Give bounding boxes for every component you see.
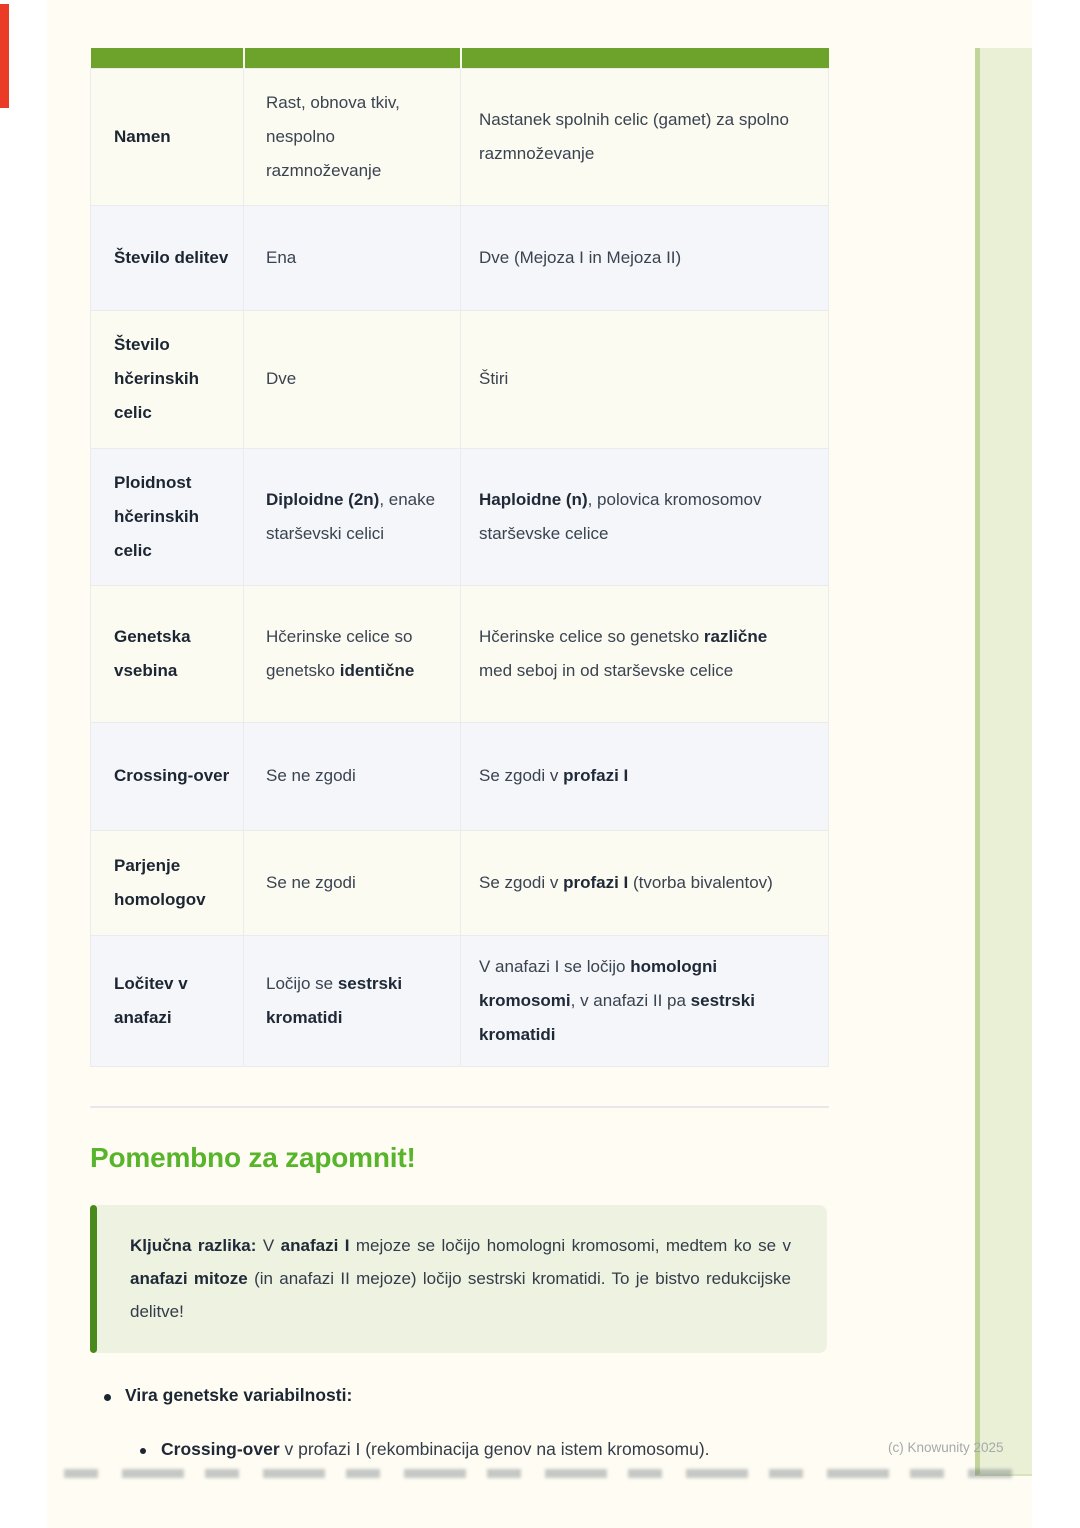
row-label: Število hčerinskih celic (91, 310, 244, 448)
table-header-cell (91, 48, 244, 68)
table-row (91, 310, 829, 448)
row-label: Parjenje homologov (91, 830, 244, 935)
comparison-table (90, 48, 829, 1067)
table-cell-mitoza: Ločijo se sestrski kromatidi (244, 935, 461, 1066)
row-label: Namen (91, 68, 244, 205)
bullet-icon (140, 1448, 146, 1454)
table-cell-mitoza: Diploidne (2n), enake starševski celici (244, 448, 461, 585)
table-row (91, 448, 829, 585)
section-divider (90, 1106, 829, 1108)
comparison-table-wrap (90, 48, 829, 1067)
page-edge-strip (975, 48, 1032, 1476)
key-difference-callout (90, 1205, 827, 1353)
bullet-icon (104, 1394, 111, 1401)
row-label: Število delitev (91, 205, 244, 310)
row-label: Ploidnost hčerinskih celic (91, 448, 244, 585)
table-cell-mitoza: Ena (244, 205, 461, 310)
table-row (91, 722, 829, 830)
table-cell-mitoza: Hčerinske celice so genetsko identične (244, 585, 461, 722)
table-cell-mejoza: V anafazi I se ločijo homologni kromosomi, v anafazi II pa sestrski kromatidi (461, 935, 829, 1066)
watermark-text: (c) Knowunity 2025 (888, 1440, 1004, 1455)
red-marker-bar (0, 4, 9, 108)
clipped-next-line (64, 1469, 1012, 1478)
table-cell-mejoza: Se zgodi v profazi I (461, 722, 829, 830)
table-cell-mitoza: Se ne zgodi (244, 830, 461, 935)
row-label: Genetska vsebina (91, 585, 244, 722)
table-cell-mejoza: Se zgodi v profazi I (tvorba bivalentov) (461, 830, 829, 935)
table-row (91, 68, 829, 205)
table-cell-mitoza: Se ne zgodi (244, 722, 461, 830)
table-header-row (91, 48, 829, 68)
callout-accent-bar (90, 1205, 97, 1353)
row-label: Crossing-over (91, 722, 244, 830)
table-header-cell (244, 48, 461, 68)
table-row (91, 585, 829, 722)
table-cell-mitoza: Dve (244, 310, 461, 448)
table-header-cell (461, 48, 829, 68)
callout-text: Ključna razlika: V anafazi I mejoze se ločijo homologni kromosomi, medtem ko se v anafazi mitoze (in anafazi II mejoze) ločijo sestrski kromatidi. To je bistvo redukcijske delitve! (130, 1236, 792, 1321)
table-cell-mejoza: Haploidne (n), polovica kromosomov starševske celice (461, 448, 829, 585)
table-cell-mejoza: Hčerinske celice so genetsko različne med seboj in od starševske celice (461, 585, 829, 722)
table-row (91, 830, 829, 935)
table-row (91, 205, 829, 310)
table-cell-mitoza: Rast, obnova tkiv, nespolno razmnoževanje (244, 68, 461, 205)
row-label: Ločitev v anafazi (91, 935, 244, 1066)
table-row (91, 935, 829, 1066)
list-item: Crossing-over v profazi I (rekombinacija genov na istem kromosomu). (161, 1439, 710, 1459)
table-cell-mejoza: Nastanek spolnih celic (gamet) za spolno razmnoževanje (461, 68, 829, 205)
list-item: Vira genetske variabilnosti: (125, 1385, 353, 1405)
section-heading: Pomembno za zapomnit! (90, 1142, 416, 1173)
table-cell-mejoza: Dve (Mejoza I in Mejoza II) (461, 205, 829, 310)
table-cell-mejoza: Štiri (461, 310, 829, 448)
